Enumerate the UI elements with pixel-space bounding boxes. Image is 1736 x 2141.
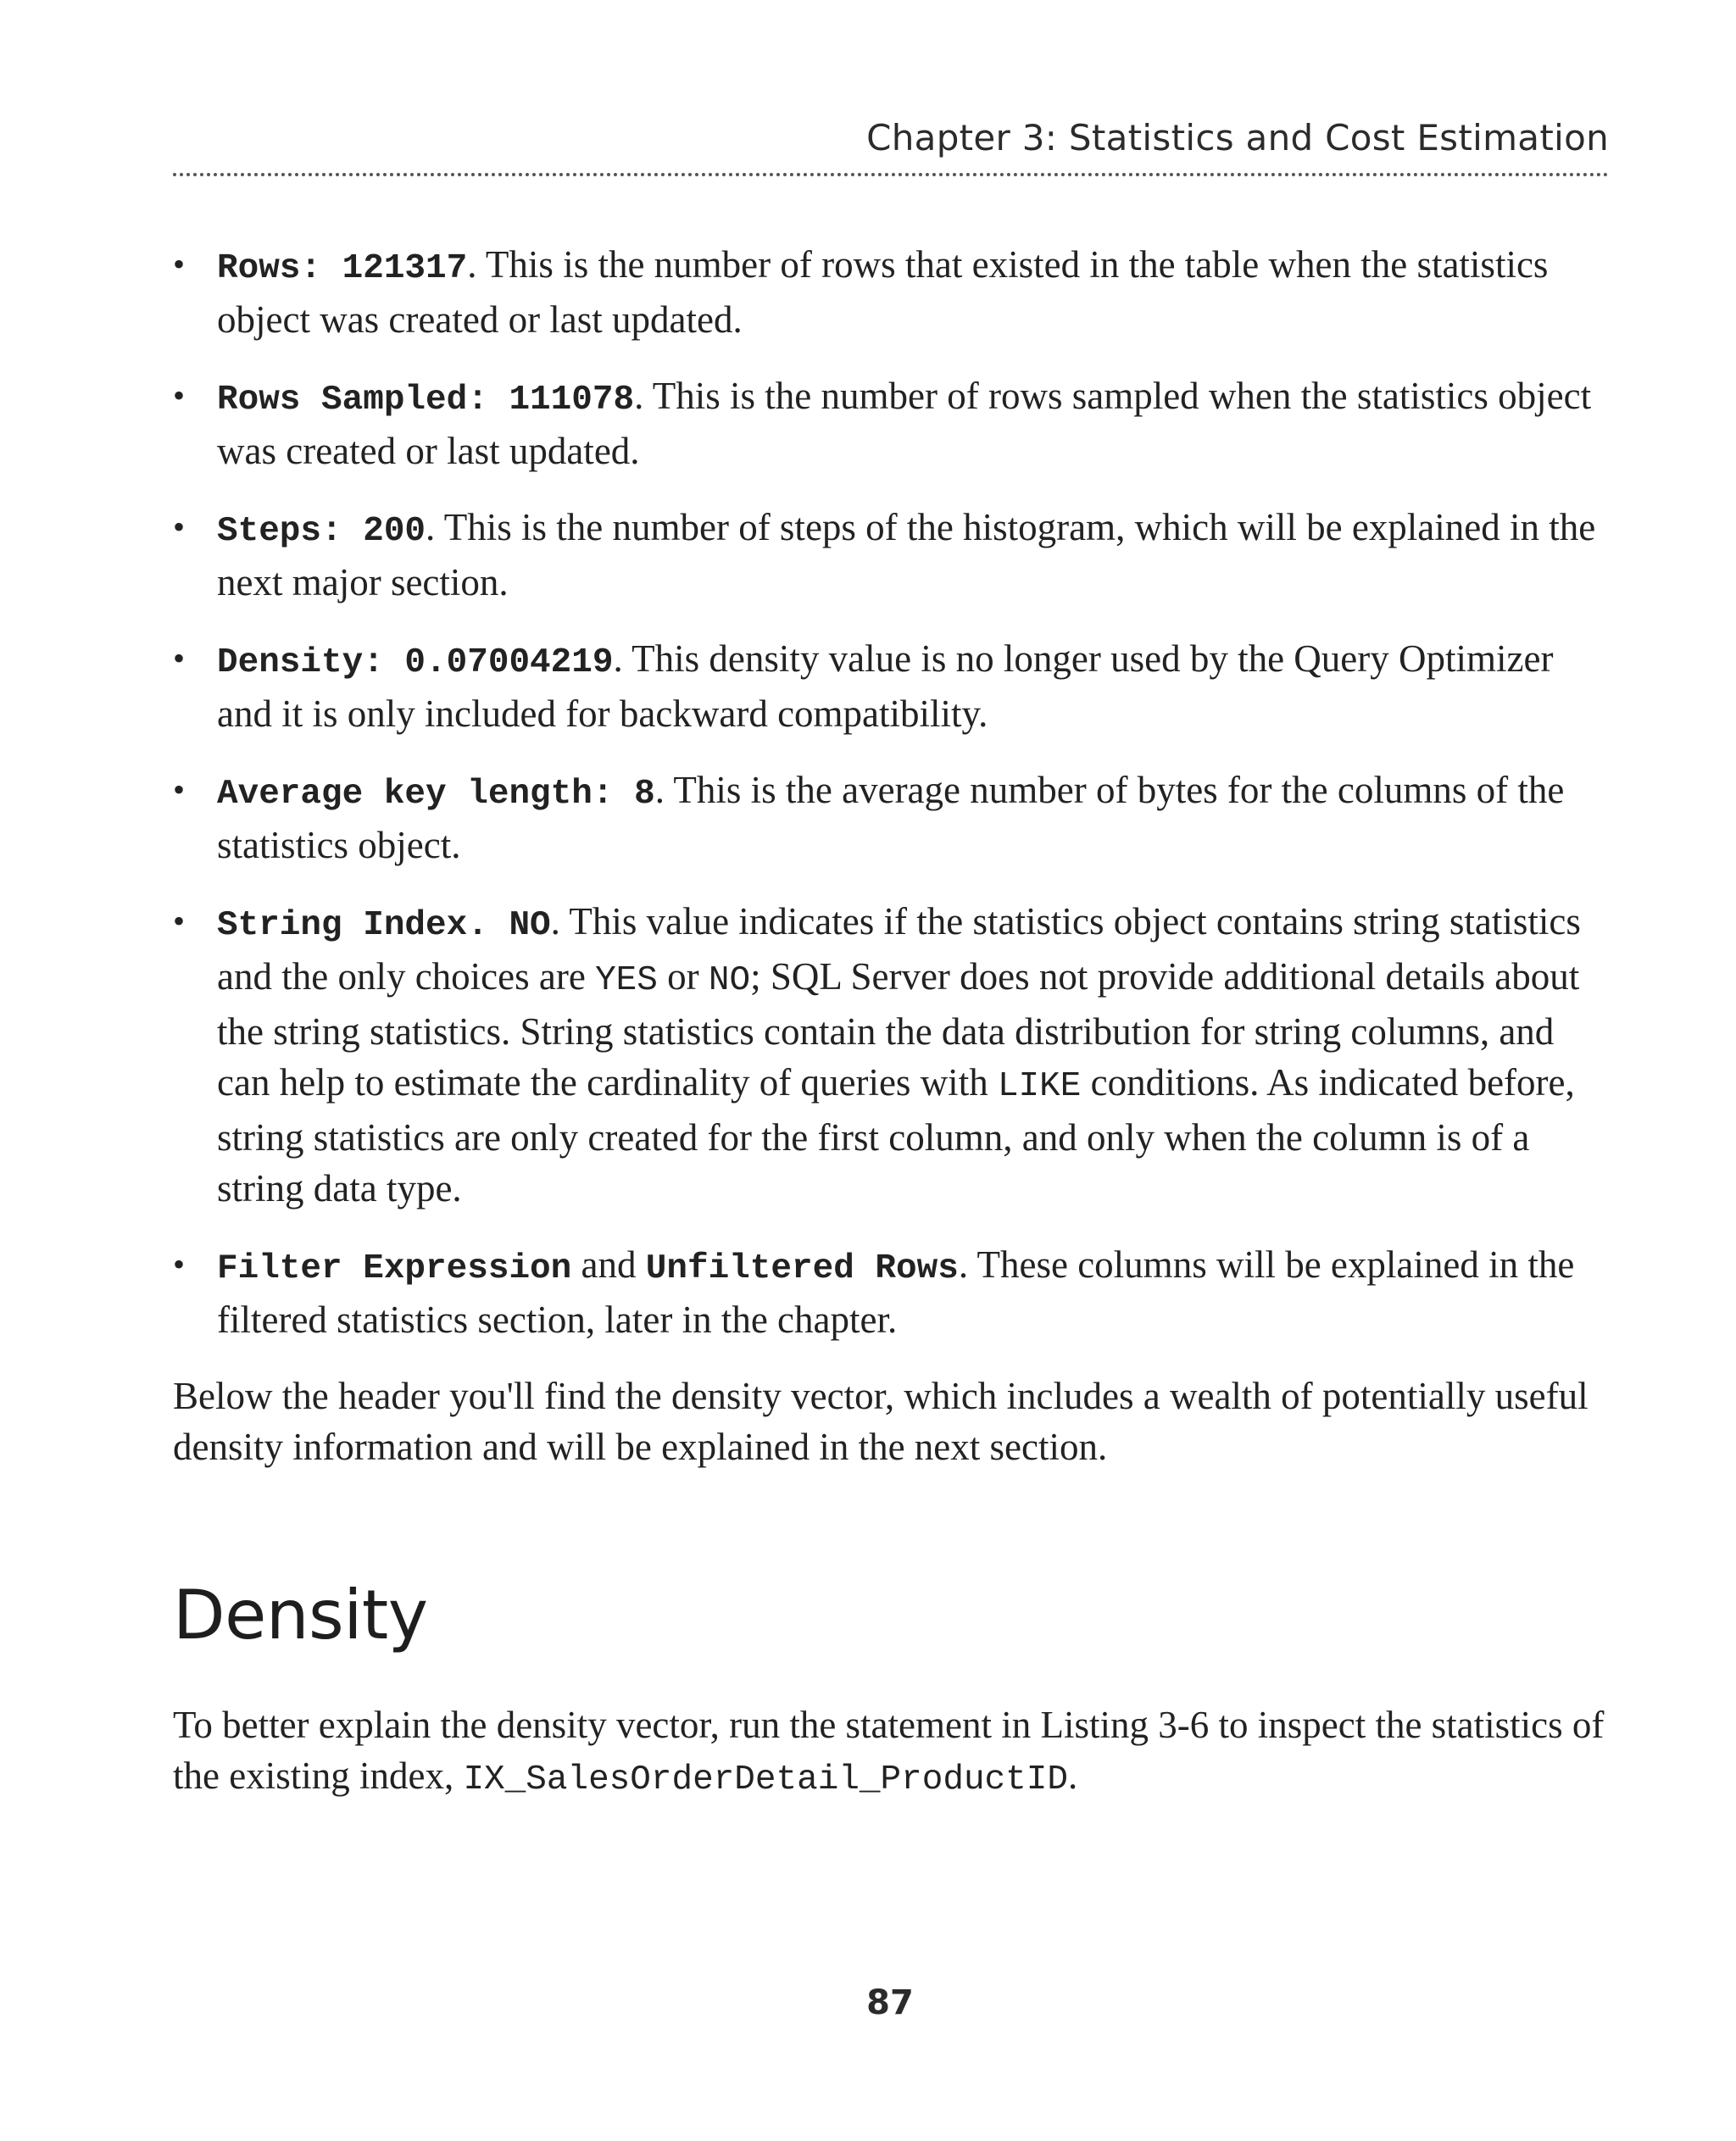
list-item-average-key-length bbox=[173, 765, 1614, 870]
term-separator: . bbox=[634, 375, 644, 417]
item-text: This is the number of rows sampled when the statistics object was created or last updated. bbox=[217, 375, 1592, 472]
list-item-string-index bbox=[173, 896, 1614, 1214]
item-text: ; SQL Server does not provide additional details about the string statistics. String statistics contain the data distribution for string columns, and can help to estimate the cardinality of queries with bbox=[217, 955, 1580, 1104]
item-text: conditions. As indicated before, string statistics are only created for the first column, and only when the column is of a string data type. bbox=[217, 1061, 1575, 1210]
inline-code-index-name: IX_SalesOrderDetail_ProductID bbox=[463, 1760, 1068, 1799]
header-dotted-rule bbox=[173, 173, 1609, 176]
term-unfiltered-rows: Unfiltered Rows bbox=[645, 1249, 959, 1288]
item-text: This value indicates if the statistics object contains string statistics and the only choices are bbox=[217, 900, 1581, 998]
item-text: This is the number of steps of the histogram, which will be explained in the next major section. bbox=[217, 506, 1596, 603]
list-item-filter-expression bbox=[173, 1239, 1614, 1345]
statistics-header-field-list bbox=[173, 239, 1614, 1345]
list-item-rows-sampled bbox=[173, 370, 1614, 476]
paragraph-end: . bbox=[1067, 1755, 1078, 1797]
term-rows: Rows: 121317 bbox=[217, 249, 468, 288]
item-text: or bbox=[657, 955, 709, 998]
item-text: These columns will be explained in the filtered statistics section, later in the chapter. bbox=[217, 1243, 1575, 1341]
inline-code-yes: YES bbox=[595, 961, 658, 1000]
inline-code-like: LIKE bbox=[997, 1067, 1082, 1106]
item-text: This is the average number of bytes for the columns of the statistics object. bbox=[217, 769, 1565, 866]
term-string-index: String Index. NO bbox=[217, 906, 551, 945]
item-text: This density value is no longer used by the Query Optimizer and it is only included for backward compatibility. bbox=[217, 637, 1554, 735]
section-heading-density: Density bbox=[173, 1576, 428, 1654]
term-separator: . bbox=[958, 1243, 969, 1286]
term-separator: . bbox=[467, 243, 477, 286]
item-text: This is the number of rows that existed in the table when the statistics object was created or last updated. bbox=[217, 243, 1549, 341]
paragraph-listing-reference bbox=[173, 1699, 1614, 1805]
list-item-rows bbox=[173, 239, 1614, 345]
term-separator: . bbox=[550, 900, 560, 943]
inline-code-no: NO bbox=[708, 961, 751, 1000]
paragraph-density-vector-intro: Below the header you'll find the density vector, which includes a wealth of potentially useful density information and will be explained in the next section. bbox=[173, 1375, 1589, 1468]
running-header: Chapter 3: Statistics and Cost Estimation bbox=[866, 117, 1609, 158]
term-rows-sampled: Rows Sampled: 111078 bbox=[217, 381, 635, 420]
term-density: Density: 0.07004219 bbox=[217, 643, 614, 682]
term-separator: . bbox=[654, 769, 665, 811]
paragraph-text: To better explain the density vector, run the statement in Listing 3-6 to inspect the statistics of the existing index, bbox=[173, 1704, 1605, 1797]
list-item-density bbox=[173, 633, 1614, 739]
page-content bbox=[173, 239, 1614, 1805]
term-steps: Steps: 200 bbox=[217, 512, 426, 551]
page-number: 87 bbox=[866, 1983, 914, 2022]
term-average-key-length: Average key length: 8 bbox=[217, 775, 655, 814]
term-join: and bbox=[571, 1243, 646, 1286]
term-separator: . bbox=[426, 506, 436, 548]
list-item-steps bbox=[173, 502, 1614, 608]
term-separator: . bbox=[613, 637, 623, 680]
term-filter-expression: Filter Expression bbox=[217, 1249, 572, 1288]
